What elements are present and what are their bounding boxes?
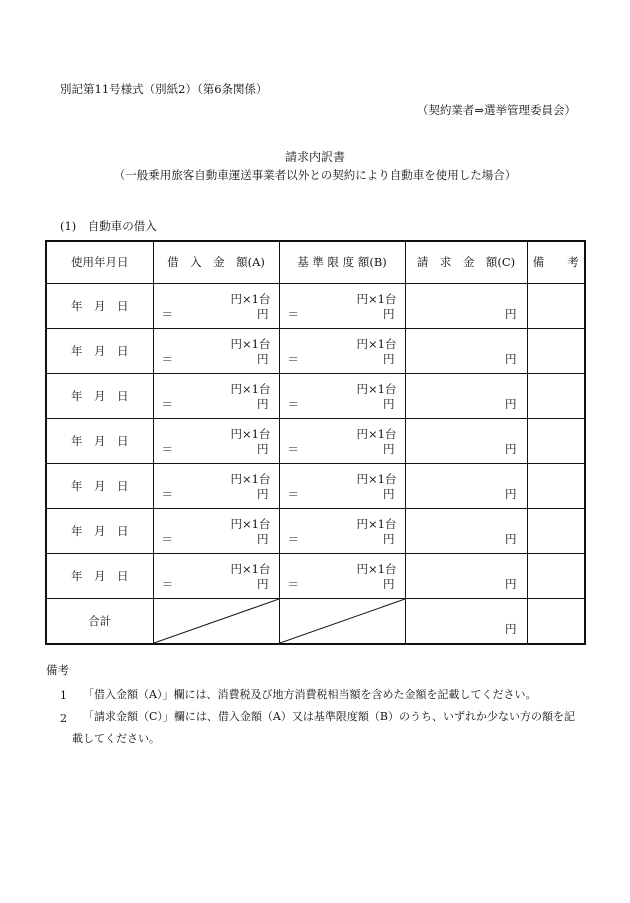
yen-unit: 円	[257, 576, 269, 591]
request-amount-cell[interactable]	[405, 508, 527, 553]
yen-unit: 円	[383, 531, 395, 546]
note-1-text: 「借入金額（A）」欄には、消費税及び地方消費税相当額を含めた金額を記載してください。	[83, 688, 537, 701]
unit-per-car: 円×1台	[356, 426, 397, 441]
unit-per-car: 円×1台	[356, 471, 397, 486]
equals-sign: ＝	[287, 486, 299, 501]
table-row	[46, 508, 585, 553]
equals-sign: ＝	[287, 531, 299, 546]
total-row	[46, 598, 585, 644]
equals-sign: ＝	[161, 486, 173, 501]
yen-unit: 円	[505, 531, 517, 546]
total-rental-slash	[153, 598, 279, 644]
header-request-amount: 請 求 金 額(C)	[405, 241, 527, 283]
equals-sign: ＝	[287, 306, 299, 321]
yen-unit: 円	[257, 441, 269, 456]
yen-unit: 円	[505, 486, 517, 501]
request-amount-cell[interactable]	[405, 328, 527, 373]
standard-limit-cell[interactable]	[279, 418, 405, 463]
header-rental-amount: 借 入 金 額(A)	[153, 241, 279, 283]
remarks-cell[interactable]	[527, 373, 585, 418]
document-title: 請求内訳書	[284, 150, 345, 164]
document-subtitle: （一般乗用旅客自動車運送事業者以外との契約により自動車を使用した場合）	[113, 168, 517, 182]
yen-unit: 円	[505, 441, 517, 456]
equals-sign: ＝	[287, 396, 299, 411]
table-row	[46, 283, 585, 328]
request-amount-cell[interactable]	[405, 373, 527, 418]
unit-per-car: 円×1台	[230, 471, 271, 486]
equals-sign: ＝	[161, 396, 173, 411]
note-2-text	[72, 706, 593, 750]
equals-sign: ＝	[161, 306, 173, 321]
standard-limit-cell[interactable]	[279, 328, 405, 373]
rental-amount-cell[interactable]	[153, 328, 279, 373]
yen-unit: 円	[383, 351, 395, 366]
date-cell[interactable]: 年 月 日	[46, 283, 153, 328]
remarks-cell[interactable]	[527, 283, 585, 328]
rental-amount-cell[interactable]	[153, 463, 279, 508]
remarks-cell[interactable]	[527, 418, 585, 463]
header-standard-limit: 基 準 限 度 額(B)	[279, 241, 405, 283]
equals-sign: ＝	[287, 576, 299, 591]
note-2-number: 2	[60, 712, 67, 725]
remarks-cell[interactable]	[527, 553, 585, 598]
equals-sign: ＝	[287, 441, 299, 456]
rental-amount-cell[interactable]	[153, 553, 279, 598]
remarks-cell[interactable]	[527, 463, 585, 508]
note-1-number: 1	[60, 689, 67, 702]
table-header-row	[46, 241, 585, 283]
request-breakdown-table	[45, 240, 586, 645]
yen-unit: 円	[505, 576, 517, 591]
yen-unit: 円	[505, 621, 517, 636]
yen-unit: 円	[383, 576, 395, 591]
header-remarks: 備 考	[527, 241, 585, 283]
yen-unit: 円	[383, 306, 395, 321]
total-request-amount[interactable]	[405, 598, 527, 644]
standard-limit-cell[interactable]	[279, 283, 405, 328]
table-row	[46, 553, 585, 598]
equals-sign: ＝	[161, 351, 173, 366]
yen-unit: 円	[383, 396, 395, 411]
unit-per-car: 円×1台	[356, 381, 397, 396]
yen-unit: 円	[257, 486, 269, 501]
note-2-line-1: 「請求金額（C）」欄には、借入金額（A）又は基準限度額（B）のうち、いずれか少ない方の額を記	[83, 710, 575, 723]
rental-amount-cell[interactable]	[153, 508, 279, 553]
standard-limit-cell[interactable]	[279, 553, 405, 598]
remarks-cell[interactable]	[527, 508, 585, 553]
table-row	[46, 373, 585, 418]
rental-amount-cell[interactable]	[153, 373, 279, 418]
header-date: 使用年月日	[46, 241, 153, 283]
date-cell[interactable]: 年 月 日	[46, 373, 153, 418]
form-number: 別記第11号様式（別紙2）（第6条関係）	[60, 82, 268, 96]
equals-sign: ＝	[161, 441, 173, 456]
unit-per-car: 円×1台	[230, 291, 271, 306]
section-title: (1) 自動車の借入	[60, 219, 157, 233]
note-2-line-2: 載してください。	[72, 732, 160, 745]
unit-per-car: 円×1台	[230, 516, 271, 531]
yen-unit: 円	[383, 441, 395, 456]
yen-unit: 円	[505, 351, 517, 366]
unit-per-car: 円×1台	[230, 381, 271, 396]
table-row	[46, 328, 585, 373]
unit-per-car: 円×1台	[356, 291, 397, 306]
standard-limit-cell[interactable]	[279, 373, 405, 418]
rental-amount-cell[interactable]	[153, 283, 279, 328]
request-amount-cell[interactable]	[405, 553, 527, 598]
request-amount-cell[interactable]	[405, 283, 527, 328]
date-cell[interactable]: 年 月 日	[46, 328, 153, 373]
date-cell[interactable]: 年 月 日	[46, 553, 153, 598]
unit-per-car: 円×1台	[356, 516, 397, 531]
total-remarks[interactable]	[527, 598, 585, 644]
yen-unit: 円	[257, 531, 269, 546]
table-row	[46, 418, 585, 463]
rental-amount-cell[interactable]	[153, 418, 279, 463]
yen-unit: 円	[383, 486, 395, 501]
yen-unit: 円	[505, 396, 517, 411]
date-cell[interactable]: 年 月 日	[46, 508, 153, 553]
remarks-cell[interactable]	[527, 328, 585, 373]
unit-per-car: 円×1台	[230, 336, 271, 351]
standard-limit-cell[interactable]	[279, 508, 405, 553]
yen-unit: 円	[257, 396, 269, 411]
yen-unit: 円	[257, 306, 269, 321]
request-amount-cell[interactable]	[405, 418, 527, 463]
addressee: （契約業者⇒選挙管理委員会）	[416, 103, 576, 117]
total-standard-slash	[279, 598, 405, 644]
table-row	[46, 463, 585, 508]
date-cell[interactable]: 年 月 日	[46, 418, 153, 463]
unit-per-car: 円×1台	[230, 561, 271, 576]
request-amount-cell[interactable]	[405, 463, 527, 508]
unit-per-car: 円×1台	[356, 561, 397, 576]
date-cell[interactable]: 年 月 日	[46, 463, 153, 508]
total-label: 合計	[46, 598, 153, 644]
equals-sign: ＝	[287, 351, 299, 366]
unit-per-car: 円×1台	[230, 426, 271, 441]
yen-unit: 円	[257, 351, 269, 366]
notes-title: 備考	[46, 663, 69, 677]
unit-per-car: 円×1台	[356, 336, 397, 351]
equals-sign: ＝	[161, 531, 173, 546]
equals-sign: ＝	[161, 576, 173, 591]
standard-limit-cell[interactable]	[279, 463, 405, 508]
yen-unit: 円	[505, 306, 517, 321]
